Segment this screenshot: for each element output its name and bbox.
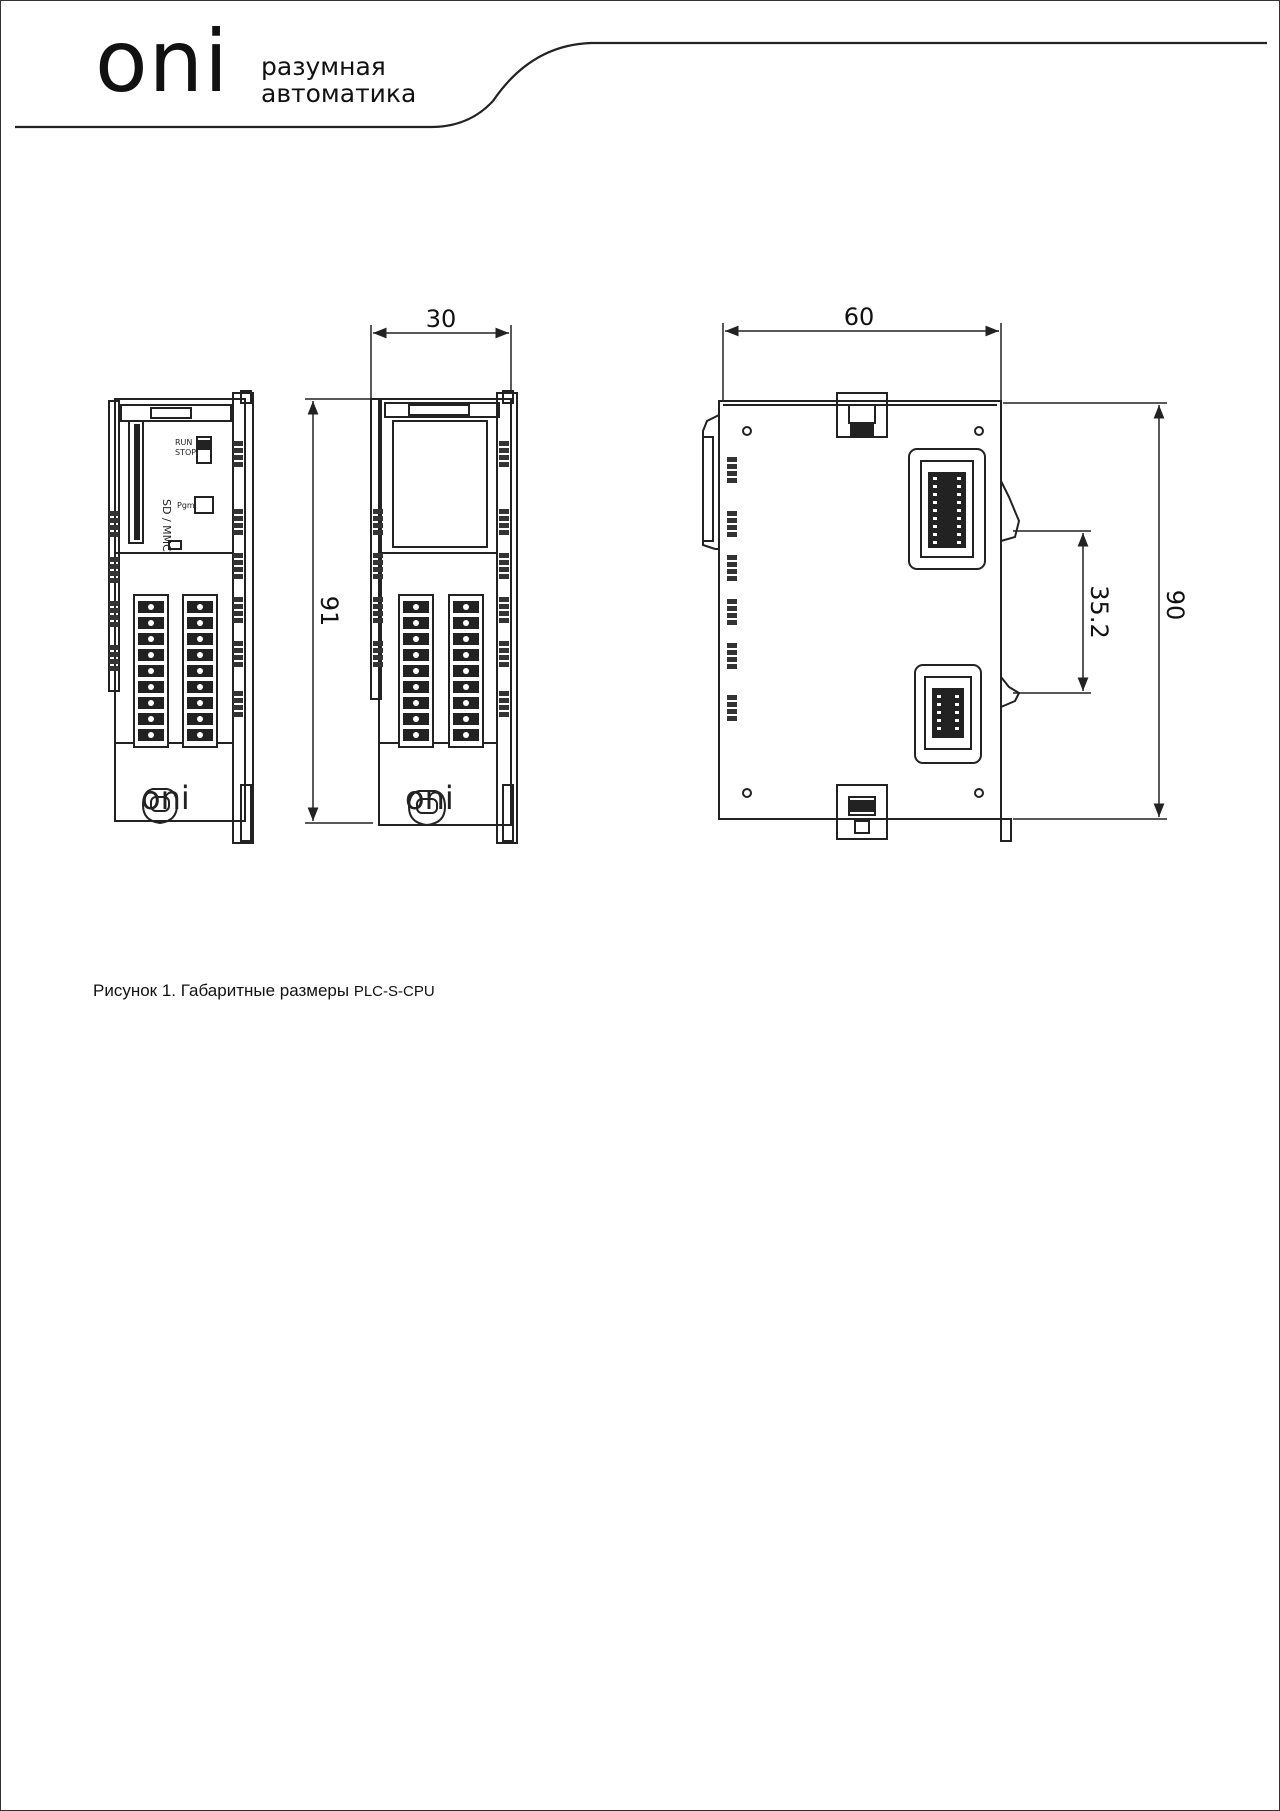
- dimension-91-label: 91: [315, 595, 343, 627]
- dimension-35-2-label: 35.2: [1085, 585, 1113, 639]
- front-view-sd: [109, 391, 253, 843]
- front-logo-2: oni: [405, 779, 454, 817]
- terminal-block-center-b: [449, 595, 483, 747]
- terminal-block-center-a: [399, 595, 433, 747]
- front-view-cover: [371, 391, 517, 843]
- dimension-60: [723, 323, 1001, 401]
- sd-mmc-label: SD / MMC: [160, 499, 173, 552]
- dimension-30: [371, 325, 511, 399]
- terminal-block-left-b: [183, 595, 217, 747]
- run-label: RUN: [175, 438, 193, 447]
- dimension-30-label: 30: [425, 305, 457, 333]
- tagline-line1: разумная: [261, 52, 386, 81]
- dimension-90: [1003, 403, 1167, 819]
- brand-tagline: [261, 53, 416, 107]
- brand-logo: oni: [95, 12, 230, 112]
- dimension-60-label: 60: [843, 303, 875, 331]
- front-logo-1: oni: [141, 779, 190, 817]
- dimension-35-2: [1013, 531, 1091, 693]
- caption-model: PLC-S-CPU: [353, 983, 435, 1000]
- pgm-label: Pgm: [177, 501, 195, 510]
- figure-caption: [93, 981, 435, 1001]
- tagline-line2: автоматика: [261, 79, 417, 108]
- side-view: [703, 393, 1019, 841]
- caption-text: Рисунок 1. Габаритные размеры: [93, 981, 354, 1000]
- page-header: [1, 1, 1279, 141]
- dimension-90-label: 90: [1161, 589, 1189, 621]
- side-view-leds: [727, 457, 737, 721]
- terminal-block-left-a: [134, 595, 168, 747]
- dimension-drawing: [1, 291, 1279, 871]
- stop-label: STOP: [175, 448, 197, 457]
